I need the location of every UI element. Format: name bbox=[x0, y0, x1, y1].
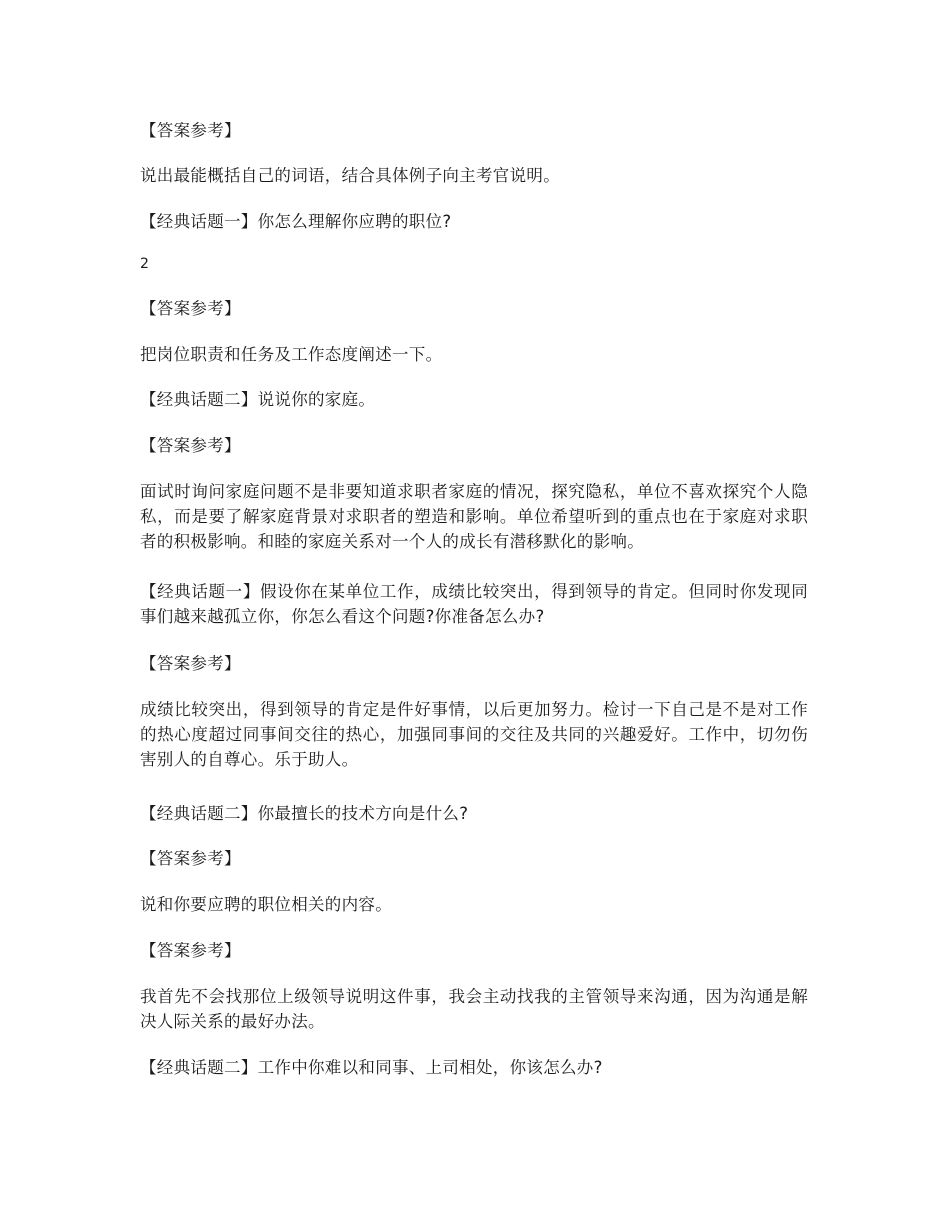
answer-paragraph: 成绩比较突出，得到领导的肯定是件好事情，以后更加努力。检讨一下自己是不是对工作的热心度超过同事间交往的热心，加强同事间的交往及共同的兴趣爱好。工作中，切勿伤害别人的自尊心。乐于助人。 bbox=[140, 700, 808, 769]
answer-text: 说和你要应聘的职位相关的内容。 bbox=[140, 895, 392, 914]
question-heading: 【经典话题一】你怎么理解你应聘的职位? bbox=[140, 212, 452, 231]
answer-text: 说出最能概括自己的词语，结合具体例子向主考官说明。 bbox=[140, 166, 560, 185]
answer-heading: 【答案参考】 bbox=[140, 299, 241, 318]
question-heading: 【经典话题二】你最擅长的技术方向是什么? bbox=[140, 804, 469, 823]
answer-paragraph: 面试时询问家庭问题不是非要知道求职者家庭的情况，探究隐私，单位不喜欢探究个人隐私，而是要了解家庭背景对求职者的塑造和影响。单位希望听到的重点也在于家庭对求职者的积极影响。和睦的家庭关系对一个人的成长有潜移默化的影响。 bbox=[140, 482, 808, 551]
answer-heading: 【答案参考】 bbox=[140, 654, 241, 673]
question-paragraph: 【经典话题一】假设你在某单位工作，成绩比较突出，得到领导的肯定。但同时你发现同事们越来越孤立你，你怎么看这个问题?你准备怎么办? bbox=[140, 582, 808, 626]
page-number: 2 bbox=[140, 256, 150, 272]
question-heading: 【经典话题二】说说你的家庭。 bbox=[140, 390, 376, 409]
answer-paragraph: 我首先不会找那位上级领导说明这件事，我会主动找我的主管领导来沟通，因为沟通是解决人际关系的最好办法。 bbox=[140, 987, 808, 1031]
question-heading: 【经典话题二】工作中你难以和同事、上司相处，你该怎么办? bbox=[140, 1058, 603, 1077]
answer-heading: 【答案参考】 bbox=[140, 121, 241, 140]
answer-heading: 【答案参考】 bbox=[140, 849, 241, 868]
answer-heading: 【答案参考】 bbox=[140, 941, 241, 960]
document-page bbox=[140, 0, 812, 1230]
answer-heading: 【答案参考】 bbox=[140, 436, 241, 455]
answer-text: 把岗位职责和任务及工作态度阐述一下。 bbox=[140, 345, 443, 364]
